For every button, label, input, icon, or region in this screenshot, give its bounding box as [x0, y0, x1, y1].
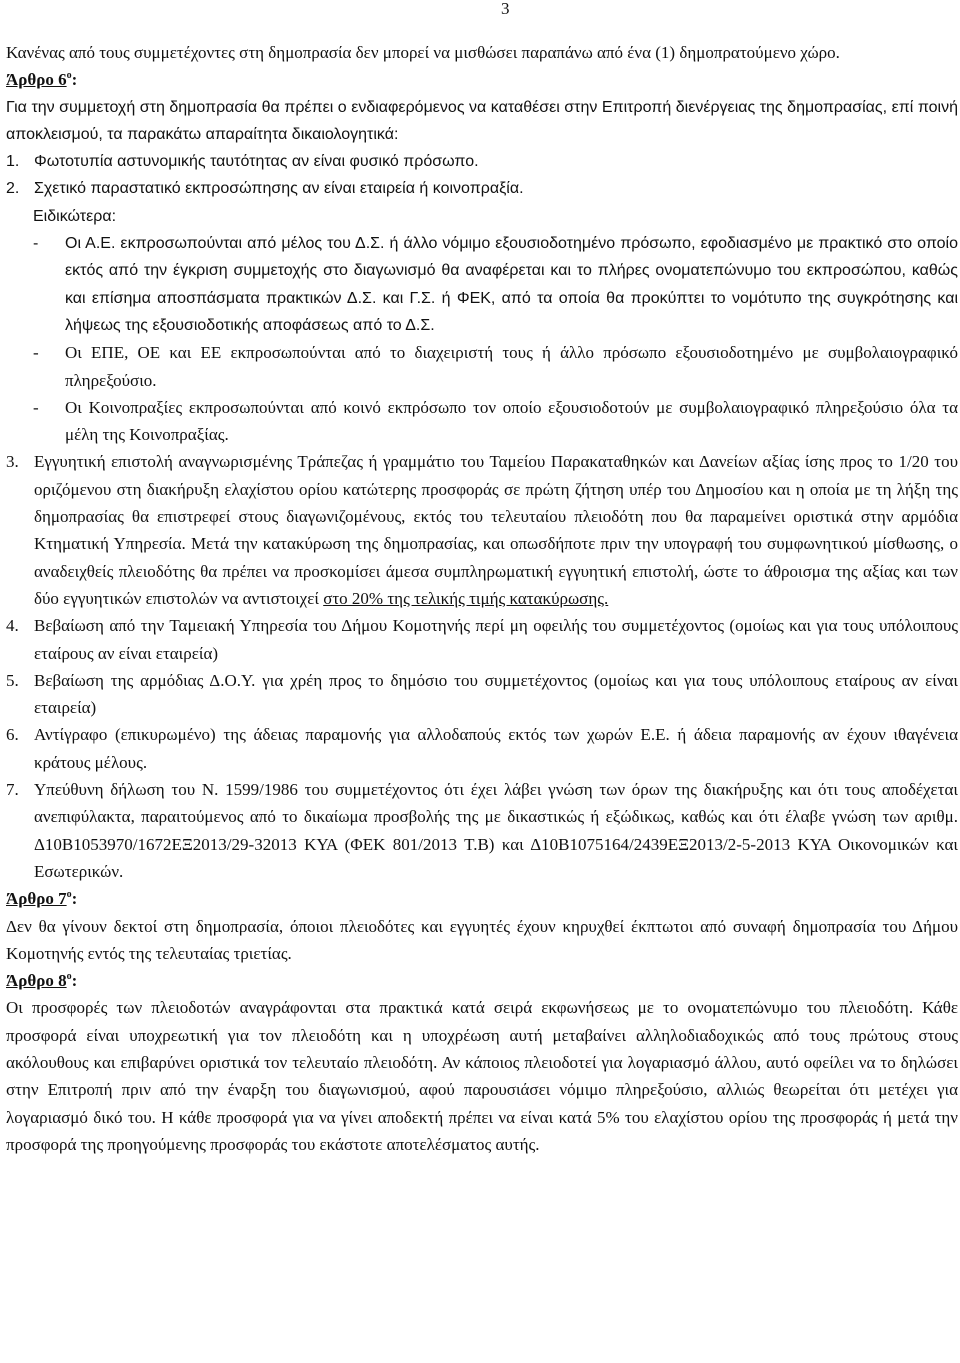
article-6-heading-sup: ο: [66, 70, 72, 82]
item-number: 6.: [6, 725, 19, 745]
item-text: Αντίγραφο (επικυρωμένο) της άδειας παραμονής για αλλοδαπούς εκτός των χωρών Ε.Ε. ή άδεια παραμονής αν έχουν ιθαγένεια κράτους μέλους.: [34, 725, 958, 772]
requirement-item-7: [6, 776, 958, 885]
article-7-heading-colon: :: [71, 889, 78, 909]
article-6-heading: [6, 66, 958, 93]
article-6-intro: Για την συμμετοχή στη δημοπρασία θα πρέπει ο ενδιαφερόμενος να καταθέσει στην Επιτροπή διενέργειας της δημοπρασίας, επί ποινή αποκλεισμού, τα παρακάτω απαραίτητα δικαιολογητικά:: [6, 98, 958, 143]
dash-text: Οι ΕΠΕ, ΟΕ και ΕΕ εκπροσωπούνται από το διαχειριστή τους ή άλλο πρόσωπο εξουσιοδοτημένο με συμβολαιογραφικό πληρεξούσιο.: [65, 343, 958, 390]
article-8-heading: [6, 967, 958, 994]
item-number: 3.: [6, 452, 19, 472]
article-8-text: Οι προσφορές των πλειοδοτών αναγράφονται στα πρακτικά κατά σειρά εκφωνήσεως με το ονοματεπώνυμο του πλειοδότη. Κάθε προσφορά είναι υποχρεωτική για τον πλειοδότη και η υποχρέωση αυτή μεταβαίνει αλληλοδιαδοχικώς από τους πρώτους στους ακόλουθους και επιβαρύνει οριστικά τον τελευταίο πλειοδότη. Αν κάποιος πλειοδοτεί για λογαριασμό άλλου, αυτό οφείλει να το δηλώσει στην Επιτροπή πριν από την έναρξη του διαγωνισμού, αφού παρουσιάσει νόμιμο πληρεξούσιο, αλλιώς θεωρείται ότι μετέχει για λογαριασμό δικό του. Η κάθε προσφορά για να γίνει αποδεκτή πρέπει να είναι κατά 5% του ελαχίστου ορίου της προσφοράς ή μετά την προσφορά της προηγούμενης προσφοράς του εκάστοτε αποτελέσματος αυτής.: [6, 998, 958, 1154]
requirement-item-2: [6, 175, 958, 202]
item-number: 7.: [6, 780, 19, 800]
dash-item-1: [6, 230, 958, 339]
article-7-text: Δεν θα γίνουν δεκτοί στη δημοπρασία, όποιοι πλειοδότες και εγγυητές έχουν κηρυχθεί έκπτωτοι από συναφή δημοπρασία του Δήμου Κομοτηνής εντός της τελευταίας τριετίας.: [6, 916, 958, 963]
dash-item-2: [6, 339, 958, 394]
dash-mark: -: [33, 235, 39, 253]
requirement-item-3: [6, 448, 958, 612]
dash-text: Οι Κοινοπραξίες εκπροσωπούνται από κοινό εκπρόσωπο τον οποίο εξουσιοδοτούν με συμβολαιογραφικό πληρεξούσιο όλα τα μέλη της Κοινοπραξίας.: [65, 397, 958, 445]
article-6-heading-colon: :: [71, 70, 78, 90]
item-number: 4.: [6, 616, 19, 636]
article-8-heading-sup: ο: [66, 971, 72, 983]
article-7-heading-sup: ο: [66, 889, 72, 901]
item-text: Βεβαίωση της αρμόδιας Δ.Ο.Υ. για χρέη προς το δημόσιο του συμμετέχοντος (ομοίως και για τους υπόλοιπους εταίρους αν είναι εταιρεία): [34, 670, 958, 718]
dash-item-3: [6, 394, 958, 449]
article-8-heading-colon: :: [71, 971, 78, 991]
item-text: Βεβαίωση από την Ταμειακή Υπηρεσία του Δήμου Κομοτηνής περί μη οφειλής του συμμετέχοντος (ομοίως και για τους υπόλοιπους εταίρους αν είναι εταιρεία): [34, 616, 958, 663]
article-8-heading-text: Άρθρο 8: [6, 971, 67, 991]
dash-mark: -: [33, 397, 39, 417]
item-text: Σχετικό παραστατικό εκπροσώπησης αν είναι εταιρεία ή κοινοπραξία.: [34, 180, 524, 198]
page-number: 3: [501, 0, 510, 18]
article-6-heading-text: Άρθρο 6: [6, 70, 67, 90]
document-body: [6, 39, 958, 1158]
item-3-underlined-text: στο 20% της τελικής τιμής κατακύρωσης.: [323, 588, 609, 608]
dash-text: Οι Α.Ε. εκπροσωπούνται από μέλος του Δ.Σ. ή άλλο νόμιμο εξουσιοδοτημένο πρόσωπο, εφοδιασμένο με πρακτικό στο οποίο εκτός από την έγκριση συμμετοχής στο διαγωνισμό θα αναφέρεται και το πλήρες ονοματεπώνυμο του εκπροσώπου, καθώς και επίσημα αποσπάσματα πρακτικών Δ.Σ. και Γ.Σ. ή ΦΕΚ, από τα οποία θα προκύπτει το νομότυπο της συγκρότησης και λήψεως της εξουσιοδοτικής αποφάσεως από το Δ.Σ.: [65, 235, 958, 334]
requirement-item-6: [6, 721, 958, 776]
item-number: 5.: [6, 670, 19, 690]
item-number: 2.: [6, 180, 20, 198]
dash-mark: -: [33, 343, 39, 363]
item-text: Υπεύθυνη δήλωση του Ν. 1599/1986 του συμμετέχοντος ότι έχει λάβει γνώση των όρων της διακήρυξης και ότι τους αποδέχεται ανεπιφύλακτα, παραιτούμενος από το δικαίωμα προσβολής της με δικαστικώς ή εξώδικως, καθώς και ότι έλαβε γνώση των αριθμ. Δ10Β1053970/1672ΕΞ2013/29-32013 ΚΥΑ (ΦΕΚ 801/2013 Τ.Β) και Δ10Β1075164/2439ΕΞ2013/2-5-2013 ΚΥΑ Οικονομικών και Εσωτερικών.: [34, 780, 958, 881]
specifically-label: Ειδικώτερα:: [33, 207, 117, 225]
item-number: 1.: [6, 153, 20, 171]
article-7-heading-text: Άρθρο 7: [6, 889, 67, 909]
item-text: Φωτοτυπία αστυνομικής ταυτότητας αν είναι φυσικό πρόσωπο.: [34, 153, 479, 171]
intro-paragraph: Κανένας από τους συμμετέχοντες στη δημοπρασία δεν μπορεί να μισθώσει παραπάνω από ένα (1) δημοπρατούμενο χώρο.: [6, 43, 840, 62]
item-text: [34, 448, 958, 612]
requirement-item-4: [6, 612, 958, 667]
requirement-item-5: [6, 667, 958, 722]
requirement-item-1: [6, 148, 958, 175]
item-3-text: Εγγυητική επιστολή αναγνωρισμένης Τράπεζας ή γραμμάτιο του Ταμείου Παρακαταθηκών και Δανείων αξίας ίσης προς το 1/20 του οριζόμενου στη διακήρυξη ελαχίστου ορίου κατώτερης προσφοράς σε πρώτη ζήτηση υπέρ του Δημοσίου και η οποία με τη λήξη της δημοπρασίας θα επιστρεφεί στους διαγωνιζομένους, εκτός του τελευταίου πλειοδότη που θα παραμείνει οριστικά στην αρμόδια Κτηματική Υπηρεσία. Μετά την κατακύρωση της δημοπρασίας, και οπωσδήποτε πριν την υπογραφή του συμφωνητικού μίσθωσης, ο αναδειχθείς πλειοδότης θα πρέπει να προσκομίσει άμεσα συμπληρωματική εγγυητική επιστολή, ώστε το άθροισμα της αξίας και των δύο εγγυητικών επιστολών να αντιστοιχεί: [34, 452, 958, 608]
article-7-heading: [6, 885, 958, 912]
